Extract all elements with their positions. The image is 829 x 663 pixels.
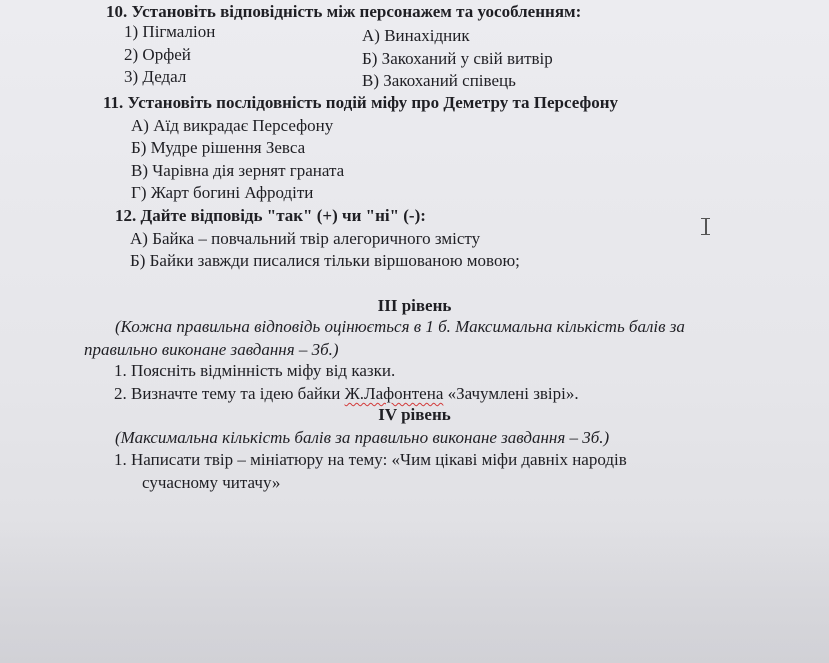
level3-heading: ІІІ рівень <box>377 296 452 315</box>
level3-task2-text: 2. Визначте тему та ідею байки <box>114 384 345 403</box>
q10-right-2: Б) Закоханий у свій витвір <box>362 49 553 68</box>
q10-left-1: 1) Пігмаліон <box>124 22 216 41</box>
q10-left-3: 3) Дедал <box>124 67 187 86</box>
q10-right-1: А) Винахідник <box>362 26 470 45</box>
q10-right-3: В) Закоханий співець <box>362 71 516 90</box>
q12-item-a: А) Байка – повчальний твір алегоричного змісту <box>130 229 481 248</box>
q11-item-a: А) Аїд викрадає Персефону <box>131 116 334 135</box>
q12-item-b: Б) Байки завжди писалися тільки віршованою мовою; <box>130 251 520 270</box>
q12-title: 12. Дайте відповідь "так" (+) чи "ні" (-): <box>115 206 426 225</box>
q11-title: 11. Установіть послідовність подій міфу про Деметру та Персефону <box>103 93 619 112</box>
level4-heading: ІV рівень <box>378 405 451 424</box>
q10-title: 10. Установіть відповідність між персонажем та уособленням: <box>106 2 582 21</box>
q11-item-b: Б) Мудре рішення Зевса <box>131 138 306 157</box>
level3-note-line2: правильно виконане завдання – 3б.) <box>84 340 339 359</box>
text-cursor-icon <box>700 217 712 237</box>
level4-note: (Максимальна кількість балів за правильно виконане завдання – 3б.) <box>115 428 610 447</box>
spellcheck-author-name: Ж.Лафонтена <box>344 384 444 403</box>
level3-task2 <box>114 384 579 404</box>
level3-task2-title: «Зачумлені звірі». <box>443 384 579 403</box>
q11-item-c: В) Чарівна дія зернят граната <box>131 161 345 180</box>
q10-left-2: 2) Орфей <box>124 45 191 64</box>
level4-task1-line2: сучасному читачу» <box>142 473 281 492</box>
level3-task1: 1. Поясніть відмінність міфу від казки. <box>114 361 396 380</box>
level3-note-line1: (Кожна правильна відповідь оцінюється в 1 б. Максимальна кількість балів за <box>115 317 685 336</box>
level4-task1-line1: 1. Написати твір – мініатюру на тему: «Чим цікаві міфи давніх народів <box>114 450 627 469</box>
q11-item-d: Г) Жарт богині Афродіти <box>131 183 314 202</box>
